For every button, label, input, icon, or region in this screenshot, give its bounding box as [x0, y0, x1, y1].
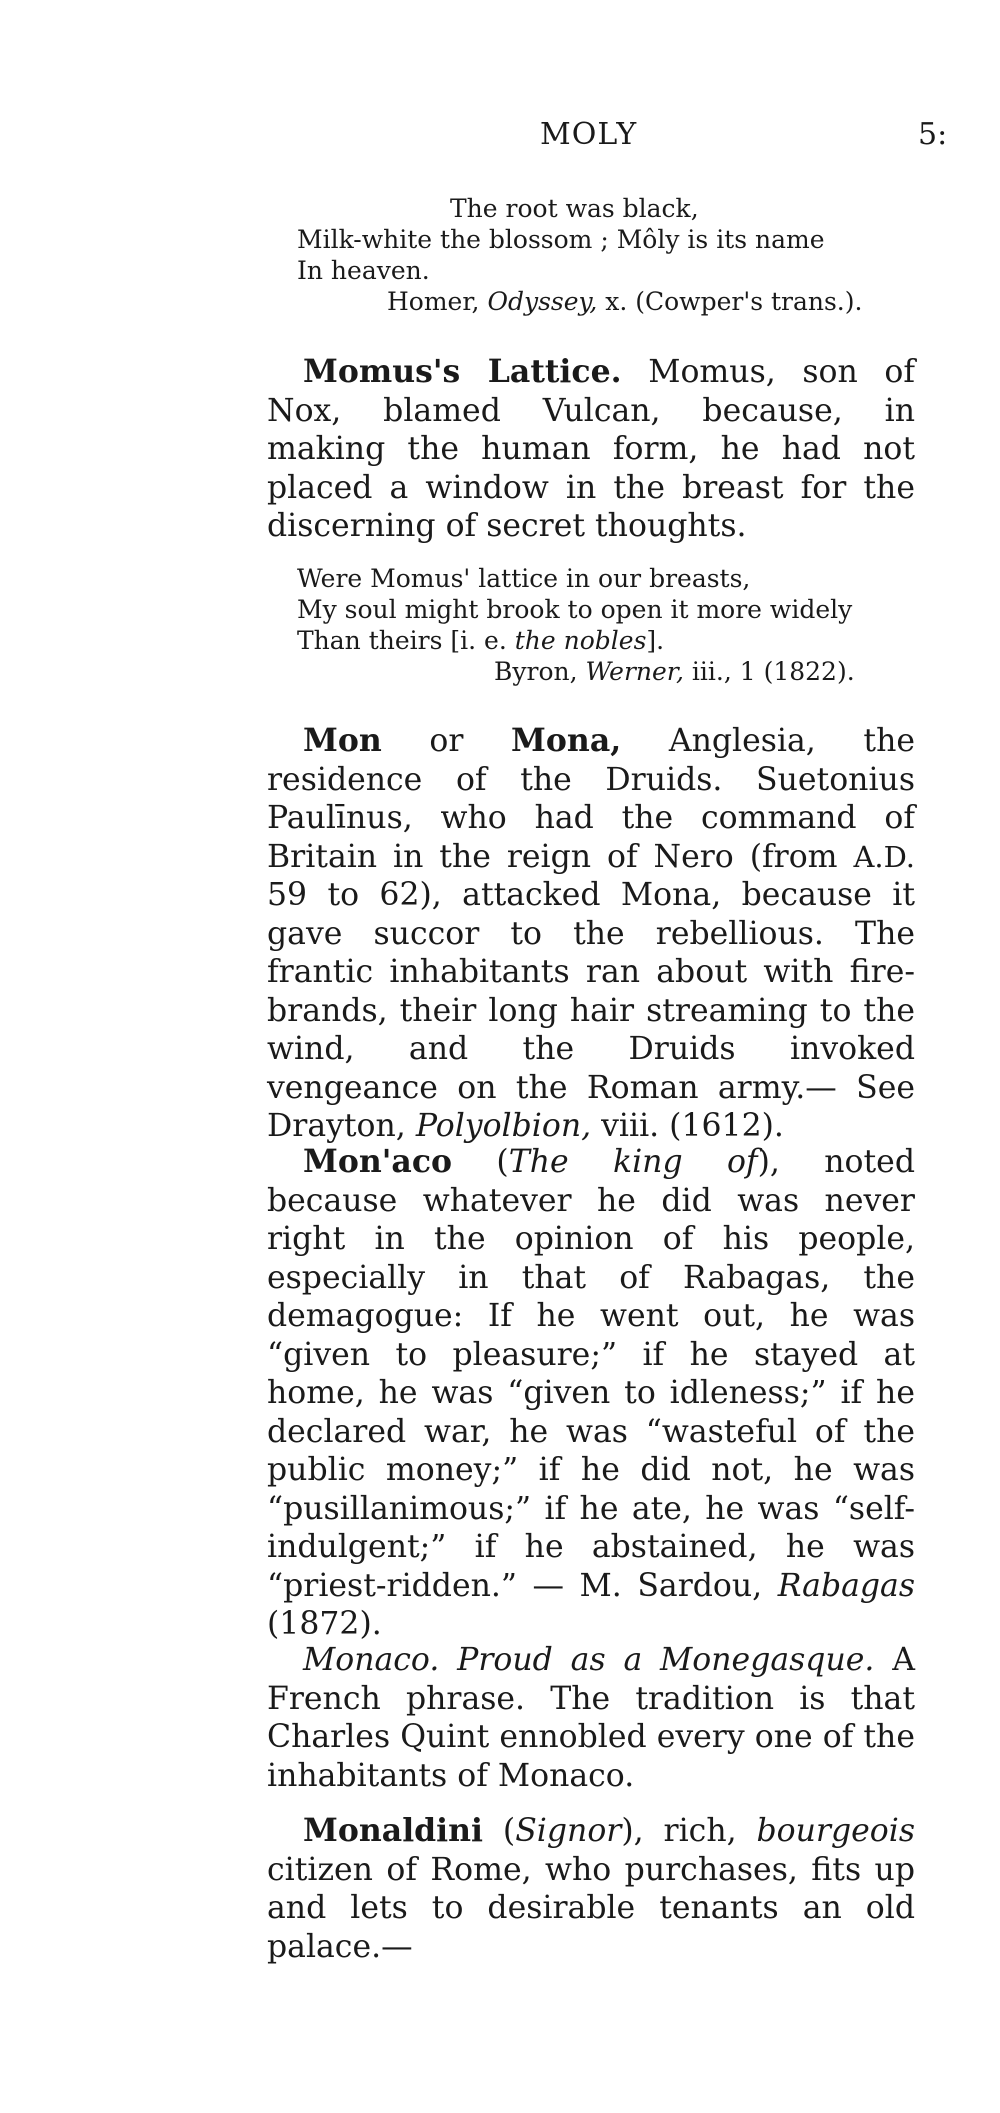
entry-mon-mona [267, 722, 915, 1146]
entry-text: A French phrase. The tradition is that Charles Quint ennobled every one of the inhabitants of Monaco. [267, 1642, 915, 1794]
verse-quotation-homer [297, 193, 897, 317]
entry-paragraph [267, 353, 915, 546]
entry-text: ( [483, 1813, 516, 1849]
attribution-work: Odyssey, [487, 287, 598, 316]
entry-text: ), [621, 1813, 644, 1849]
entry-paragraph [267, 1812, 915, 1966]
entry-text: or [381, 723, 512, 759]
verse-line-italic: the nobles [514, 626, 647, 655]
entry-headword: Monaldini [303, 1812, 484, 1849]
entry-monaldini [267, 1812, 915, 1966]
verse-line-text: ]. [646, 626, 665, 655]
verse-attribution [297, 286, 897, 317]
era-label: A.D. [853, 839, 915, 874]
running-title: MOLY [540, 117, 638, 152]
entry-text: citizen of Rome, who purchases, fits up and lets to desirable tenants an old palace.— [267, 1851, 915, 1965]
entry-momus-lattice [267, 353, 915, 546]
attribution-author: Byron, [494, 657, 586, 686]
verse-line-text: Than theirs [i. e. [297, 626, 515, 655]
entry-text: Anglesia, the residence of the Druids. Suetonius Paulīnus, who had the command of Britain in the reign of Nero (from [267, 723, 915, 875]
verse-line: My soul might brook to open it more widely [297, 595, 853, 624]
attribution-work: Werner, [585, 657, 684, 686]
entry-text: Momus, son of Nox, blamed Vulcan, because, in making the human form, he had not placed a window in the breast for the discerning of secret thoughts. [267, 354, 915, 544]
cited-work: Rabagas [777, 1567, 915, 1604]
page-number: 5: [918, 117, 948, 152]
attribution-rest: x. (Cowper's trans.). [597, 287, 863, 316]
running-head [0, 117, 1000, 157]
verse-line: Were Momus' lattice in our breasts, [297, 564, 751, 593]
entry-italic: bourgeois [756, 1813, 915, 1849]
entry-headword: Mon'aco [303, 1143, 453, 1180]
verse-line: The root was black, [450, 194, 699, 223]
verse-line: Milk-white the blossom ; Môly is its name [297, 225, 825, 254]
entry-subhead: The king of [508, 1144, 758, 1180]
entry-paragraph [267, 1143, 915, 1644]
entry-headword: Momus's Lattice. [303, 353, 622, 390]
entry-headword: Mona, [511, 722, 622, 759]
entry-lead: Monaco. Proud as a Monegasque. [303, 1642, 875, 1678]
entry-monaco-proud [267, 1641, 915, 1795]
cited-work: Polyolbion, [415, 1108, 592, 1144]
verse-line [297, 625, 897, 656]
verse-attribution [297, 656, 897, 687]
attribution-rest: iii., 1 (1822). [683, 657, 855, 686]
entry-subhead: Signor [515, 1813, 622, 1849]
entry-text: (1872). [267, 1606, 382, 1642]
entry-text: ), [757, 1144, 780, 1180]
entry-text: rich, [643, 1813, 757, 1849]
entry-paragraph [267, 722, 915, 1146]
entry-text: ( [452, 1144, 509, 1180]
entry-text: noted because whatever he did was never right in the opinion of his people, especially in that of Rabagas, the demagogue: If he went out, he was “given to pleasure;” if he stayed at home, he was “given to idleness;” if he declared war, he was “wasteful of the public money;” if he did not, he was “pusillanimous;” if he ate, he was “self-indulgent;” if he abstained, he was “priest-ridden.” — M. Sardou, [267, 1144, 915, 1604]
entry-text: viii. (1612). [591, 1108, 784, 1144]
entry-text: 59 to 62), attacked Mona, because it gave succor to the rebellious. The frantic inhabitants ran about with fire-brands, their long hair streaming to the wind, and the Druids invoked vengeance on the Roman army.— See Drayton, [267, 877, 915, 1144]
attribution-author: Homer, [387, 287, 480, 316]
entry-monaco-king [267, 1143, 915, 1644]
entry-headword: Mon [303, 722, 382, 759]
verse-quotation-byron [297, 563, 897, 687]
verse-line: In heaven. [297, 256, 430, 285]
entry-paragraph [267, 1641, 915, 1795]
